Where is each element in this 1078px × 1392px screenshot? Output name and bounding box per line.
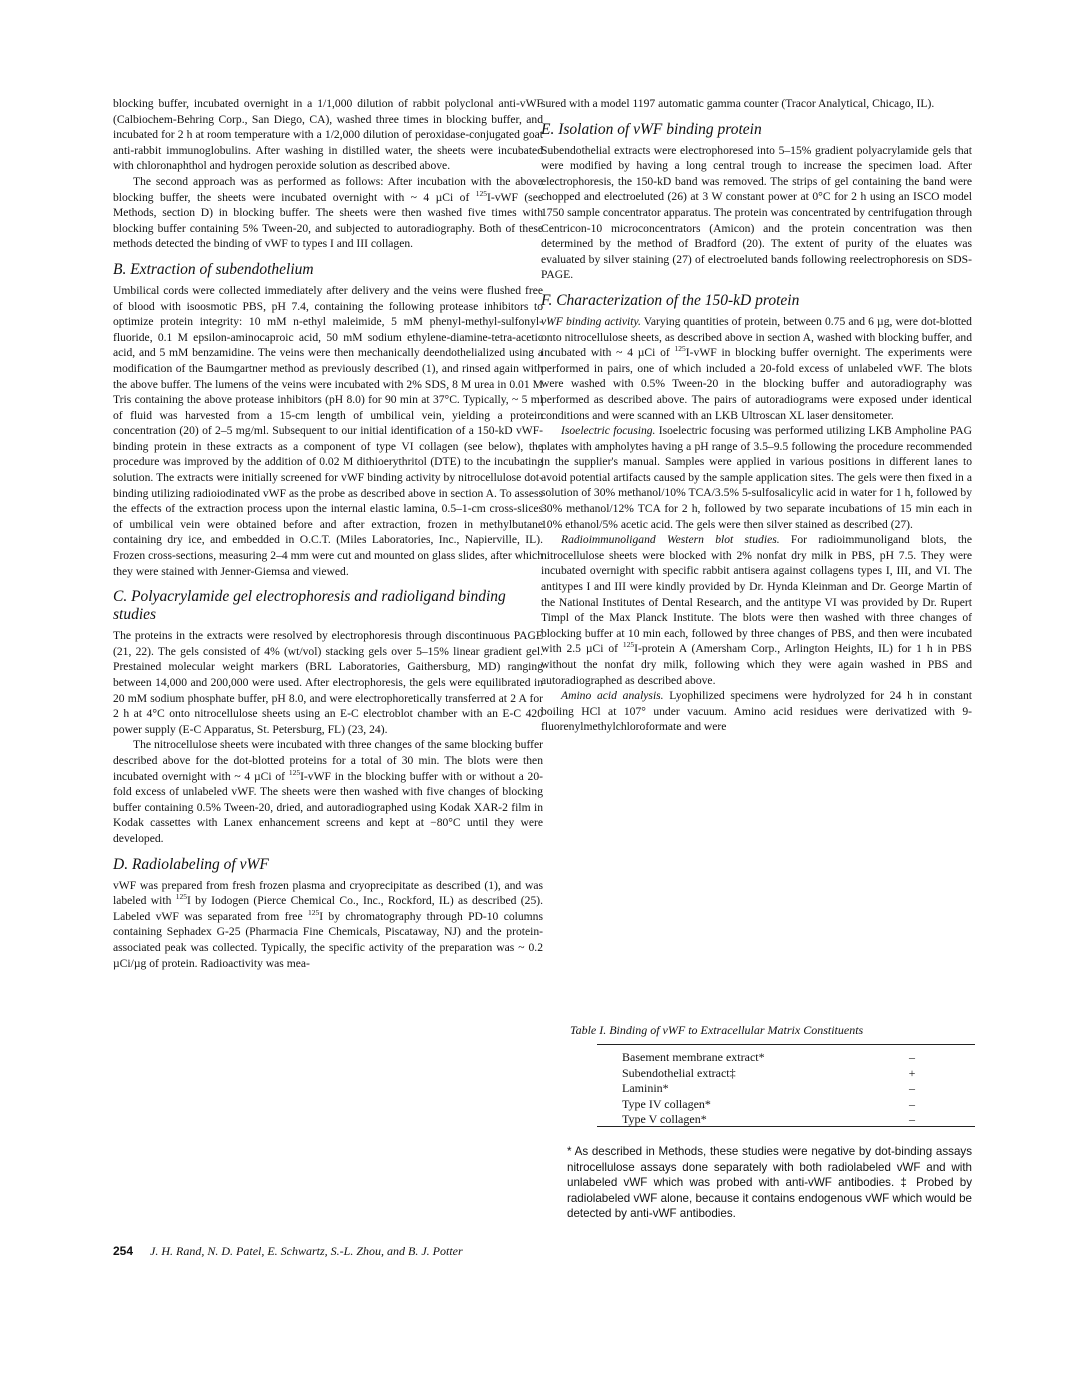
paragraph: Umbilical cords were collected immediately after delivery and the veins were flushed free of blood with isoosmotic PBS, pH 7.4, containing the following protease inhibitors to optimize protein integrity: 10 mM n-ethyl maleimide, 5 mM phenyl-methyl-sulfonyl-fluoride, 0.1 M epsilon-aminocaproic acid, 50 mM sodium ethylene-diamine-tetra-acetic acid, and 5 mM benzamidine. The veins were then mechanically deendothelialized using a modification of the Baumgartner method as previously described (1), and rinsed again with the above buffer. The lumens of the veins were incubated with 2% SDS, 8 M urea in 0.01 M Tris containing the above protease inhibitors (pH 8.0) for 90 min at 37°C. Typically, ~ 5 ml of fluid was harvested from a 15-cm length of umbilical vein, yielding a protein concentration (20) of 2–5 mg/ml. Subsequent to our initial identification of a 150-kD vWF-binding protein in these extracts as a component of type VI collagen (see below), the procedure was improved by the addition of 0.02 M dithioerythritol (DTE) to the incubating solution. The extracts were initially screened for vWF binding activity by nitrocellulose dot-binding utilizing radioiodinated vWF as the probe as described above in section A. To assess the effects of the extraction process upon the internal elastic lamina, 0.5–1-cm cross-slices of umbilical vein were obtained before and after extraction, frozen in methylbutane containing dry ice, and embedded in O.C.T. (Miles Laboratories, Inc., Napierville, IL). Frozen cross-sections, measuring 2–4 mm were cut and mounted on glass slides, after which they were stained with Jenner-Giemsa and viewed.: [113, 283, 543, 578]
text-run: I by chromatography through PD-10 columns containing Sephadex G-25 (Pharmacia Fine Chemicals, Piscataway, NJ) and the protein-associated peak was collected. Typically, the specific activity of the preparation was ~ 0.2 µCi/µg of protein. Radioactivity was mea-: [113, 909, 543, 970]
table-row: [622, 1050, 922, 1066]
text-run: I-vWF in blocking buffer overnight. The experiments were performed in pairs, one of which included a 20-fold excess of unlabeled vWF. The blots were washed with 0.5% Tween-20 in the blocking buffer and autoradiography was performed as described above. The pairs of autoradiograms were exposed under identical conditions and were scanned with an LKB Ultroscan XL laser densitometer.: [541, 346, 972, 422]
paragraph: [113, 878, 543, 972]
table-cell-value: +: [908, 1065, 916, 1080]
superscript: 125: [622, 640, 635, 650]
page-number: 254: [113, 1244, 134, 1258]
superscript: 125: [475, 188, 487, 198]
text-run: Varying quantities of protein, between 0.75 and 6 µg, were dot-blotted onto nitrocellulose sheets, as described above in section A, washed with blocking buffer, and incubated with ~ 4 µCi of: [541, 314, 972, 360]
text-run: The nitrocellulose sheets were incubated with three changes of the same blocking buffer described above for the dot-blotted proteins for a total of 30 min. The blots were then incubated overnight with ~ 4 µCi of: [113, 738, 543, 783]
paragraph: The proteins in the extracts were resolved by electrophoresis through discontinuous PAGE (21, 22). The gels consisted of 4% (wt/vol) stacking gels over 5–15% linear gradient gel. Prestained molecular weight markers (BRL Laboratories, Gaithersburg, MD) ranging between 14,000 and 200,000 were used. After electrophoresis, the gels were equilibrated in 20 mM sodium phosphate buffer, pH 8.0, and were electrophoretically transferred at 2 A for 2 h at 4°C onto nitrocellulose sheets using an E-C electroblot chamber with an E-C 420 power supply (E-C Apparatus, St. Petersburg, FL) (23, 24).: [113, 629, 543, 736]
table-cell-label: Type IV collagen*: [622, 1096, 711, 1111]
table-rule-bottom: [597, 1126, 975, 1127]
run-in-heading: Radioimmunoligand Western blot studies.: [561, 533, 780, 547]
section-heading-e: E. Isolation of vWF binding protein: [541, 120, 762, 138]
superscript: 125: [288, 767, 301, 777]
superscript: 125: [674, 344, 686, 354]
table-cell-value: –: [909, 1096, 915, 1111]
table-cell-label: Subendothelial extract‡: [622, 1065, 736, 1080]
section-heading-b: B. Extraction of subendothelium: [113, 260, 314, 278]
table-cell-value: –: [909, 1081, 915, 1095]
page-footer: [113, 1244, 463, 1259]
text-run: I-vWF (see Methods, section D) in blocking buffer. The sheets were then washed five times with blocking buffer containing 5% Tween-20, and subjected to autoradiography. Both of these methods detected the binding of vWF to types I and III collagen.: [113, 190, 543, 251]
table-cell-label: Laminin*: [622, 1081, 669, 1095]
table-body: [622, 1050, 922, 1128]
section-heading-f: F. Characterization of the 150-kD protein: [541, 291, 800, 309]
text-run: I-protein A (Amersham Corp., Arlington Heights, IL) for 1 h in PBS without the nonfat dry milk, following which they were again washed in PBS and autoradiographed as described above.: [541, 642, 972, 687]
text-run: I by Iodogen (Pierce Chemical Co., Inc., Rockford, IL) as described (25). Labeled vWF was separated from free: [113, 894, 544, 923]
paragraph: [113, 174, 543, 252]
paragraph: [541, 532, 972, 688]
paragraph: [113, 737, 543, 846]
paragraph: Subendothelial extracts were electrophoresed into 5–15% gradient polyacrylamide gels that were modified by having a long central trough to increase the specimen load. After electrophoresis, the 150-kD band was removed. The strips of gel containing the band were chopped and electroeluted (26) at 3 W constant power at 0°C for 2 h using an ISCO model 1750 sample concentrator apparatus. The protein was concentrated by centrifugation through Centricon-10 microconcentrators (Amicon) and the protein concentration was then determined by the method of Bradford (20). The extent of purity of the eluates was evaluated by silver staining (27) of electroeluted bands following reelectrophoresis on SDS-PAGE.: [541, 143, 972, 282]
paragraph: sured with a model 1197 automatic gamma counter (Tracor Analytical, Chicago, IL).: [541, 97, 935, 110]
text-run: vWF was prepared from fresh frozen plasma and cryoprecipitate as described (1), and was labeled with: [113, 878, 543, 908]
text-run: The second approach was as performed as follows: After incubation with the above blocking buffer, the sheets were incubated overnight with ~ 4 µCi of: [113, 174, 543, 204]
text-run: For radioimmunoligand blots, the nitrocellulose sheets were blocked with 2% nonfat dry milk in PBS, pH 7.5. They were incubated overnight with specific rabbit antisera against collagens types I, III, and VI. The antitypes I and III were kindly provided by Dr. Hynda Kleinman and Dr. George Martin of the National Institutes of Dental Research, and the antitype VI was provided by Dr. Rupert Timpl of the Max Planck Institute. The blots were then washed with three changes of blocking buffer at 10 min each, followed by three changes of PBS, and then were incubated with 2.5 µCi of: [541, 533, 972, 656]
text-run: Lyophilized specimens were hydrolyzed for 24 h in constant boiling HCl at 107° under vacuum. Amino acid residues were derivatized with 9-fluorenylmethylchloroformate and were: [541, 689, 972, 734]
text-run: I-vWF in the blocking buffer with or without a 20-fold excess of unlabeled vWF. The sheets were then washed with five changes of blocking buffer containing 0.5% Tween-20, dried, and autoradiographed using Kodak XAR-2 film in Kodak cassettes with Lanex enhancement screens and kept at −80°C until they were developed.: [113, 769, 543, 845]
left-column: [113, 96, 543, 971]
table-footnote: * As described in Methods, these studies were negative by dot-binding assays nitrocellulose assays done separately with both radiolabeled vWF and with unlabeled vWF which was probed with anti-vWF antibodies. ‡ Probed by radiolabeled vWF alone, because it contains endogenous vWF which would be detected by anti-vWF antibodies.: [567, 1145, 972, 1221]
table-cell-label: Basement membrane extract*: [622, 1050, 765, 1064]
run-in-heading: Isoelectric focusing.: [561, 424, 656, 438]
table-cell-value: –: [909, 1112, 915, 1126]
run-in-heading: vWF binding activity.: [541, 314, 641, 328]
table-title: Table I. Binding of vWF to Extracellular Matrix Constituents: [570, 1023, 864, 1037]
table-cell-value: –: [909, 1050, 915, 1064]
right-column: [541, 96, 972, 735]
section-heading-d: D. Radiolabeling of vWF: [113, 855, 269, 873]
text-run: Isoelectric focusing was performed utilizing LKB Ampholine PAG plates with ampholytes having a pH range of 3.5–9.5 following the procedure recommended in the supplier's manual. Samples were applied in various positions in different lanes to avoid potential artifacts caused by the sample application sites. The gels were then fixed in a solution of 30% methanol/10% TCA/3.5% 5-sulfosalicylic acid in water for 1 h, followed by 30% methanol/12% TCA for 2 h, followed by two separate incubations of 15 min each in 10% ethanol/5% acetic acid. The gels were then silver stained as described (27).: [541, 424, 972, 531]
superscript: 125: [175, 892, 187, 902]
table-rule-top: [597, 1044, 975, 1045]
paragraph: blocking buffer, incubated overnight in a 1/1,000 dilution of rabbit polyclonal anti-vWF (Calbiochem-Behring Corp., San Diego, CA), washed three times in blocking buffer, and incubated for 2 h at room temperature with a 1/2,000 dilution of peroxidase-conjugated goat anti-rabbit immunoglobulins. After washing in distilled water, the sheets were incubated with chloronaphthol and hydrogen peroxide solution as described above.: [113, 97, 543, 173]
table-row: [622, 1081, 922, 1097]
paragraph: [541, 688, 972, 735]
running-authors: J. H. Rand, N. D. Patel, E. Schwartz, S.-L. Zhou, and B. J. Potter: [150, 1244, 463, 1258]
superscript: 125: [307, 907, 320, 917]
run-in-heading: Amino acid analysis.: [561, 689, 664, 703]
section-heading-c: C. Polyacrylamide gel electrophoresis and radioligand binding studies: [113, 588, 506, 624]
paragraph: [541, 314, 972, 423]
table-row: [622, 1066, 922, 1082]
paragraph: [541, 423, 972, 532]
table-row: [622, 1097, 922, 1113]
table-cell-label: Type V collagen*: [622, 1112, 707, 1126]
